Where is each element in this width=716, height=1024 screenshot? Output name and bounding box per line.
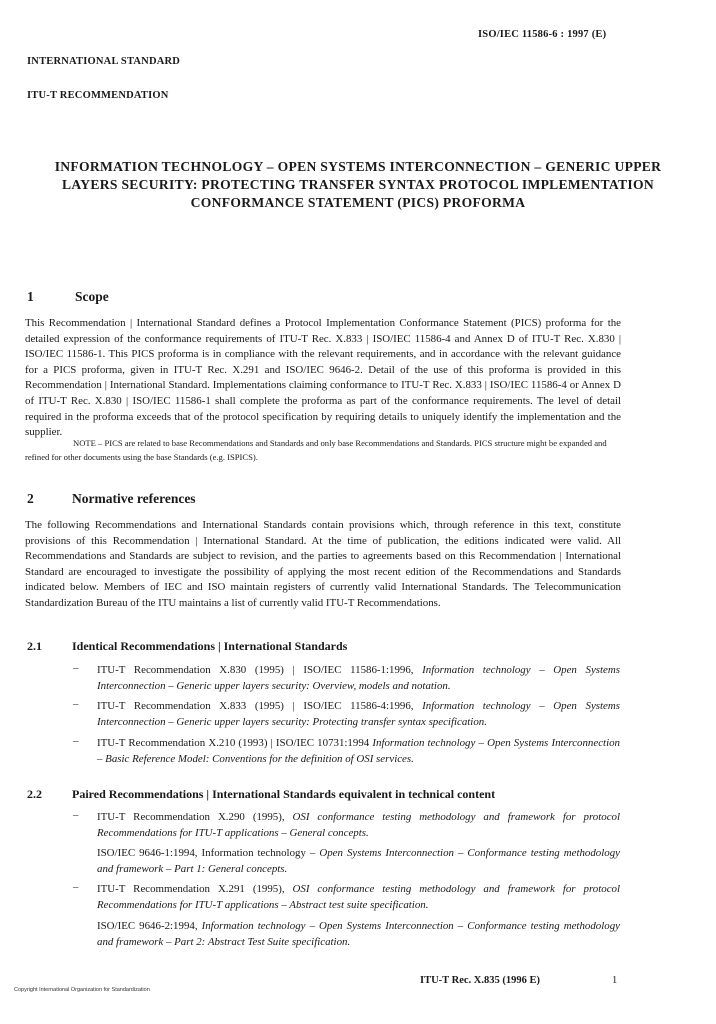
reference-item: ITU-T Recommendation X.210 (1993) | ISO/IEC 10731:1994 Information technology – Open Systems Interconnection – Basic Reference Model: Conventions for the definition of OSI services. xyxy=(97,737,620,765)
list-bullet: – xyxy=(73,735,79,747)
reference-item: ITU-T Recommendation X.290 (1995), OSI conformance testing methodology and framework for protocol Recommendations for ITU-T applications – General concepts. xyxy=(97,811,620,839)
list-bullet: – xyxy=(73,881,79,893)
recommendation-type: ITU-T RECOMMENDATION xyxy=(27,90,169,101)
reference-item: ISO/IEC 9646-2:1994, Information technology – Open Systems Interconnection – Conformance testing methodology and framework – Part 2: Abstract Test Suite specification. xyxy=(97,920,620,948)
section-title-normative: Normative references xyxy=(72,491,196,506)
normative-paragraph: The following Recommendations and International Standards contain provisions which, through reference in this text, constitute provisions of this Recommendation | International Standard. At the time of publication, the editions indicated were valid. All Recommendations and Standards are subject to revision, and the parties to agreements based on this Recommendation | International Standard are encouraged to investigate the possibility of applying the most recent edition of the Recommendations and Standards indicated below. Members of IEC and ISO maintain registers of currently valid International Standards. The Telecommunication Standardization Bureau of the ITU maintains a list of currently valid ITU-T Recommendations. xyxy=(25,519,621,609)
reference-item: ITU-T Recommendation X.291 (1995), OSI conformance testing methodology and framework for protocol Recommendations for ITU-T applications – Abstract test suite specification. xyxy=(97,883,620,911)
subsection-number-identical: 2.1 xyxy=(27,639,42,653)
scope-note: NOTE – PICS are related to base Recommendations and Standards and only base Recommendations and Standards. PICS structure might be expanded and refined for other documents using the base Standards (e.g. ISPICS). xyxy=(25,438,607,462)
reference-item: ISO/IEC 9646-1:1994, Information technology – Open Systems Interconnection – Conformance testing methodology and framework – Part 1: General concepts. xyxy=(97,847,620,875)
subsection-title-paired: Paired Recommendations | International Standards equivalent in technical content xyxy=(72,787,496,801)
reference-item: ITU-T Recommendation X.830 (1995) | ISO/IEC 11586-1:1996, Information technology – Open Systems Interconnection – Generic upper layers security: Overview, models and notation. xyxy=(97,664,620,692)
list-bullet: – xyxy=(73,662,79,674)
section-title-scope: Scope xyxy=(75,289,109,304)
document-id: ISO/IEC 11586-6 : 1997 (E) xyxy=(478,29,607,40)
section-number-normative: 2 xyxy=(27,491,34,506)
subsection-number-paired: 2.2 xyxy=(27,787,42,801)
reference-item: ITU-T Recommendation X.833 (1995) | ISO/IEC 11586-4:1996, Information technology – Open Systems Interconnection – Generic upper layers security: Protecting transfer syntax specification. xyxy=(97,700,620,728)
page-number: 1 xyxy=(612,975,618,986)
footer-recommendation: ITU-T Rec. X.835 (1996 E) xyxy=(420,975,540,986)
list-bullet: – xyxy=(73,809,79,821)
scope-paragraph: This Recommendation | International Standard defines a Protocol Implementation Conformance Statement (PICS) proforma for the detailed expression of the conformance requirements of ITU-T Rec. X.833 | ISO/IEC 11586-4 and Annex D of ITU-T Rec. X.830 | ISO/IEC 11586-1. This PICS proforma is in compliance with the relevant requirements, and in accordance with the relevant guidance for a PICS proforma, given in ITU-T Rec. X.291 and ISO/IEC 9646-2. Detail of the use of this proforma is provided in this Recommendation | International Standard. Implementations claiming conformance to ITU-T Rec. X.833 | ISO/IEC 11586-4 or Annex D of ITU-T Rec. X.830 | ISO/IEC 11586-1 shall complete the proforma as part of the conformance requirements. The level of detail required in the proforma exceeds that of the protocol specification by requiring details to uniquely identify the implementation and the supplier. xyxy=(25,317,621,439)
standard-type: INTERNATIONAL STANDARD xyxy=(27,56,181,67)
subsection-title-identical: Identical Recommendations | International Standards xyxy=(72,639,348,653)
list-bullet: – xyxy=(73,698,79,710)
document-title: INFORMATION TECHNOLOGY – OPEN SYSTEMS INTERCONNECTION – GENERIC UPPER LAYERS SECURITY: PROTECTING TRANSFER SYNTAX PROTOCOL IMPLEMENTATION CONFORMANCE STATEMENT (PICS) PROFORMA xyxy=(54,159,662,210)
section-number-scope: 1 xyxy=(27,289,34,304)
copyright-notice: Copyright International Organization for Standardization xyxy=(14,987,150,993)
